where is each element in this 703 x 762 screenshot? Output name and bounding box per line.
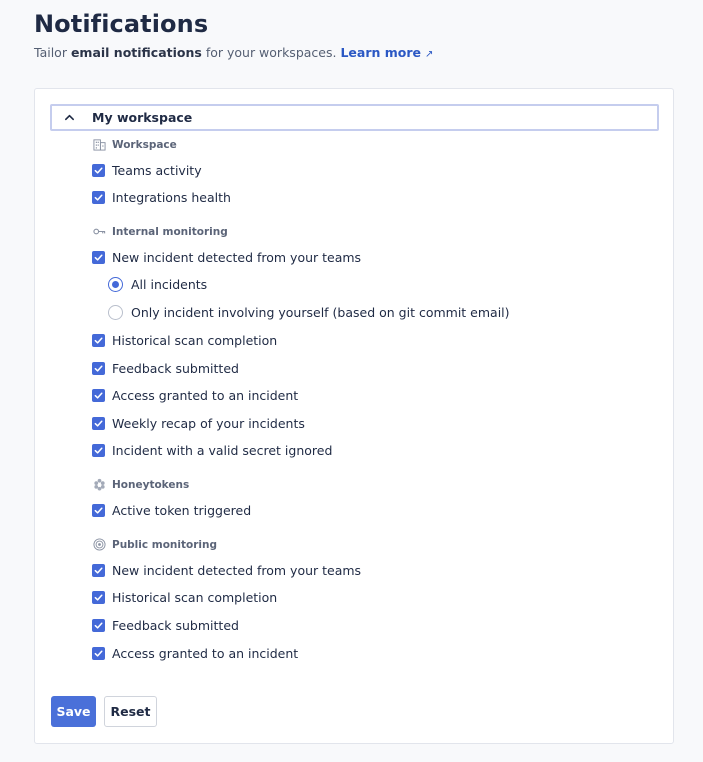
checkbox-checked[interactable] xyxy=(92,417,105,430)
option-internal-new-incident[interactable] xyxy=(92,250,361,265)
radio-only-involving-yourself[interactable] xyxy=(108,305,510,320)
option-label: Incident with a valid secret ignored xyxy=(112,443,333,458)
option-label: Historical scan completion xyxy=(112,590,278,605)
option-active-token-triggered[interactable] xyxy=(92,503,251,518)
option-internal-valid-secret-ignored[interactable] xyxy=(92,443,332,458)
reset-button[interactable]: Reset xyxy=(104,696,157,727)
external-link-icon: ↗ xyxy=(425,49,434,60)
option-integrations-health[interactable] xyxy=(92,190,231,205)
option-public-access-granted[interactable] xyxy=(92,646,298,661)
option-internal-weekly-recap[interactable] xyxy=(92,416,305,431)
honeycomb-icon xyxy=(93,478,106,491)
save-button[interactable]: Save xyxy=(51,696,96,727)
workspace-notifications-card xyxy=(34,88,674,744)
section-title: Workspace xyxy=(112,138,177,151)
checkbox-checked[interactable] xyxy=(92,251,105,264)
option-public-feedback[interactable] xyxy=(92,618,239,633)
check-icon xyxy=(94,364,103,373)
radio-label: Only incident involving yourself (based on git commit email) xyxy=(131,305,510,320)
option-label: Feedback submitted xyxy=(112,618,239,633)
radio-all-incidents[interactable] xyxy=(108,277,207,292)
radio-selected[interactable] xyxy=(108,277,123,292)
radar-icon xyxy=(93,538,106,551)
option-label: New incident detected from your teams xyxy=(112,563,362,578)
check-icon xyxy=(94,336,103,345)
section-title: Internal monitoring xyxy=(112,225,228,238)
check-icon xyxy=(94,621,103,630)
check-icon xyxy=(94,419,103,428)
check-icon xyxy=(94,566,103,575)
option-label: Weekly recap of your incidents xyxy=(112,416,305,431)
checkbox-checked[interactable] xyxy=(92,191,105,204)
subtitle-suffix: for your workspaces. xyxy=(201,45,341,60)
checkbox-checked[interactable] xyxy=(92,334,105,347)
section-internal-title xyxy=(93,225,228,238)
section-honeytokens-title xyxy=(93,478,189,491)
check-icon xyxy=(94,391,103,400)
workspace-accordion-header[interactable] xyxy=(50,104,659,131)
option-label: Historical scan completion xyxy=(112,333,278,348)
option-internal-feedback[interactable] xyxy=(92,361,239,376)
option-internal-historical-scan[interactable] xyxy=(92,333,277,348)
section-public-title xyxy=(93,538,217,551)
check-icon xyxy=(94,446,103,455)
page-subtitle xyxy=(34,45,433,60)
option-label: Integrations health xyxy=(112,190,231,205)
checkbox-checked[interactable] xyxy=(92,619,105,632)
key-icon xyxy=(93,225,106,238)
option-teams-activity[interactable] xyxy=(92,163,202,178)
checkbox-checked[interactable] xyxy=(92,444,105,457)
option-internal-access-granted[interactable] xyxy=(92,388,298,403)
page-title: Notifications xyxy=(34,10,209,38)
checkbox-checked[interactable] xyxy=(92,564,105,577)
check-icon xyxy=(94,593,103,602)
checkbox-checked[interactable] xyxy=(92,362,105,375)
option-label: Access granted to an incident xyxy=(112,388,299,403)
building-icon xyxy=(93,138,106,151)
section-title: Public monitoring xyxy=(112,538,217,551)
checkbox-checked[interactable] xyxy=(92,504,105,517)
check-icon xyxy=(94,193,103,202)
checkbox-checked[interactable] xyxy=(92,389,105,402)
workspace-name: My workspace xyxy=(92,110,193,125)
radio-label: All incidents xyxy=(131,277,208,292)
option-label: Feedback submitted xyxy=(112,361,239,376)
chevron-up-icon xyxy=(64,112,75,123)
subtitle-bold: email notifications xyxy=(70,45,202,60)
check-icon xyxy=(94,506,103,515)
option-label: Active token triggered xyxy=(112,503,252,518)
checkbox-checked[interactable] xyxy=(92,164,105,177)
check-icon xyxy=(94,166,103,175)
radio-unselected[interactable] xyxy=(108,305,123,320)
option-label: Access granted to an incident xyxy=(112,646,299,661)
learn-more-link[interactable]: Learn more xyxy=(340,45,421,60)
option-label: Teams activity xyxy=(112,163,202,178)
checkbox-checked[interactable] xyxy=(92,591,105,604)
check-icon xyxy=(94,253,103,262)
option-label: New incident detected from your teams xyxy=(112,250,362,265)
check-icon xyxy=(94,649,103,658)
section-workspace-title xyxy=(93,138,177,151)
option-public-historical-scan[interactable] xyxy=(92,590,277,605)
option-public-new-incident[interactable] xyxy=(92,563,361,578)
checkbox-checked[interactable] xyxy=(92,647,105,660)
section-title: Honeytokens xyxy=(112,478,190,491)
subtitle-prefix: Tailor xyxy=(34,45,71,60)
